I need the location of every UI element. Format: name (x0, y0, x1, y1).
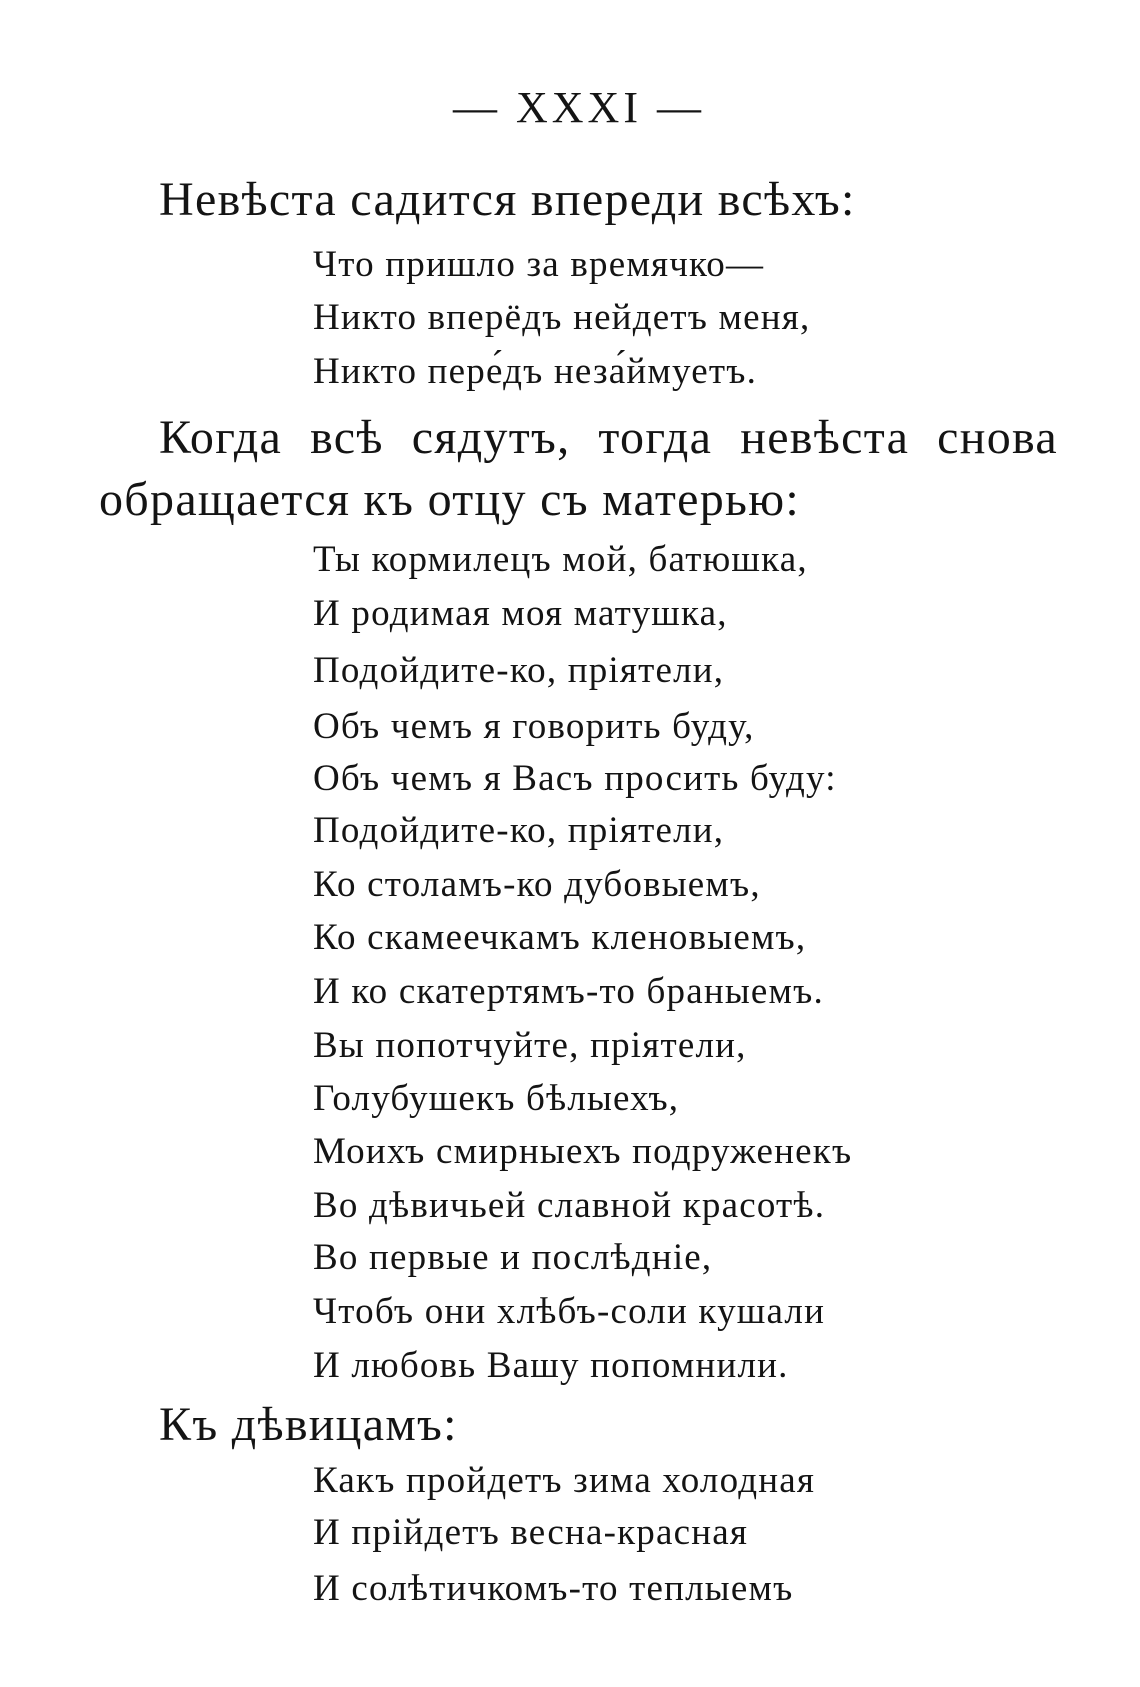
verse-line: И любовь Вашу попомнили. (313, 1345, 789, 1386)
prose-line: Когда всѣ сядутъ, тогда невѣста снова (159, 411, 1058, 464)
verse-line: И солѣтичкомъ-то теплыемъ (313, 1568, 794, 1609)
prose-line: Къ дѣвицамъ: (159, 1398, 458, 1451)
verse-line: Никто пере́дъ неза́ймуетъ. (313, 351, 758, 392)
verse-line: Какъ пройдетъ зима холодная (313, 1460, 816, 1501)
verse-line: Ты кормилецъ мой, батюшка, (313, 539, 808, 580)
verse-line: Голубушекъ бѣлыехъ, (313, 1078, 680, 1119)
verse-line: Во первые и послѣдніе, (313, 1237, 713, 1278)
verse-line: Во дѣвичьей славной красотѣ. (313, 1185, 826, 1226)
verse-line: Подойдите-ко, пріятели, (313, 650, 725, 691)
verse-line: Ко скамеечкамъ кленовыемъ, (313, 917, 807, 958)
verse-line: Никто вперёдъ нейдетъ меня, (313, 297, 811, 338)
prose-line: обращается къ отцу съ матерью: (99, 473, 801, 526)
verse-line: Объ чемъ я Васъ просить буду: (313, 758, 837, 799)
verse-line: Ко столамъ-ко дубовыемъ, (313, 864, 761, 905)
verse-line: Подойдите-ко, пріятели, (313, 810, 725, 851)
verse-line: Моихъ смирныехъ подруженекъ (313, 1131, 853, 1172)
verse-line: И ко скатертямъ-то браныемъ. (313, 971, 824, 1012)
prose-line: Невѣста садится впереди всѣхъ: (159, 173, 856, 226)
verse-line: И прійдетъ весна-красная (313, 1512, 749, 1553)
verse-line: Вы попотчуйте, пріятели, (313, 1025, 747, 1066)
page-number-header: — XXXI — (453, 83, 705, 132)
verse-line: И родимая моя матушка, (313, 593, 728, 634)
verse-line: Чтобъ они хлѣбъ-соли кушали (313, 1291, 826, 1332)
verse-line: Объ чемъ я говорить буду, (313, 706, 755, 747)
verse-line: Что пришло за времячко— (313, 244, 765, 285)
